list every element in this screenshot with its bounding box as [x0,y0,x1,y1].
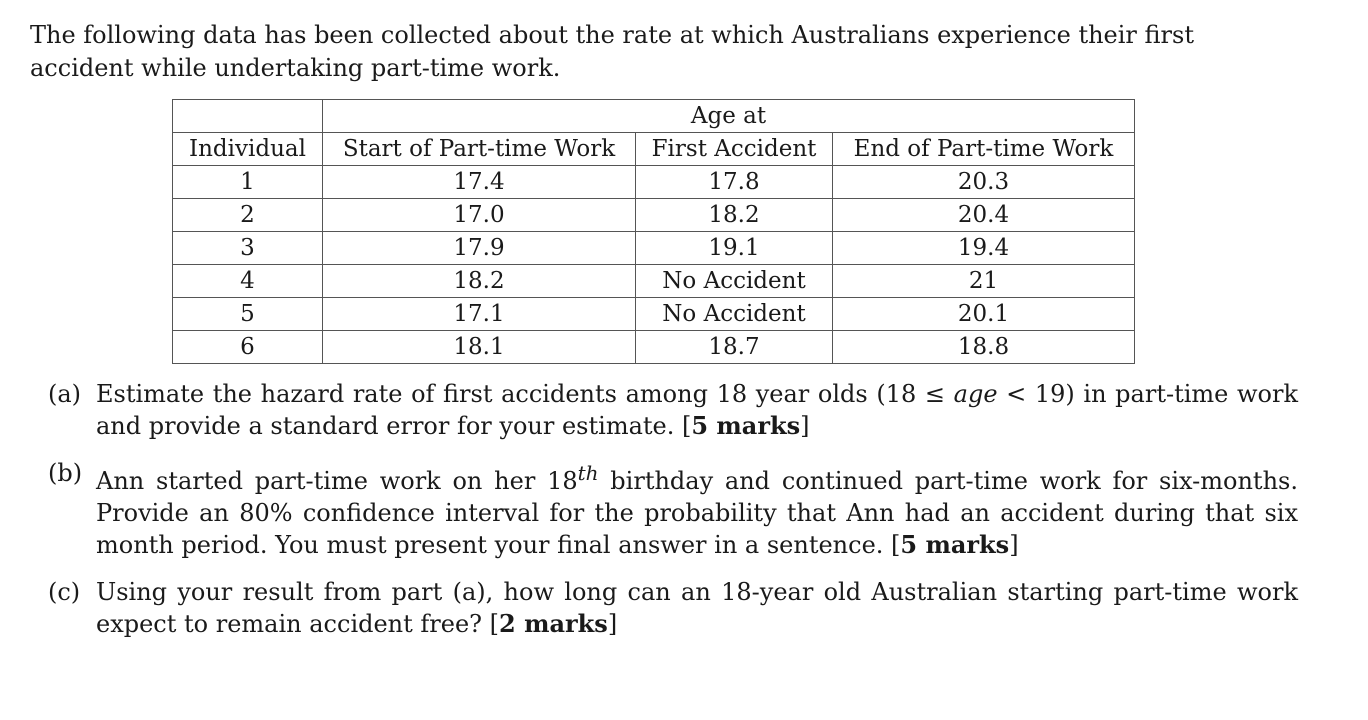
math-age: age [953,380,998,408]
table-cell: 20.1 [833,298,1135,331]
table-cell: 21 [833,265,1135,298]
table-cell: 17.8 [636,166,833,199]
question-c-text-part: Using your result from part (a), how long can an 18-year old Australian starting part-time work expect to remain accident free? [ [96,578,1298,638]
table-group-header-row [173,100,1135,133]
question-b-label: (b) [48,459,83,487]
table-row [173,199,1135,232]
table-cell: 18.2 [323,265,636,298]
question-a-text-part: < 19) in part-time work and provide a standard error for your estimate. [ [96,380,1299,440]
question-b-text-part: birthday and continued part-time work for six-months. Provide an 80% confidence interval for the probability that Ann had an accident during that six month period. You must present your final answer in a sentence. [ [96,467,1298,559]
question-b-marks: 5 marks [900,530,1010,559]
table-row [173,265,1135,298]
table-row [173,166,1135,199]
question-list [48,378,1298,655]
table-row [173,298,1135,331]
table-row [173,331,1135,364]
question-c-text [96,576,1298,640]
question-a [48,378,1298,442]
table-cell: 19.1 [636,232,833,265]
question-a-marks: 5 marks [691,411,801,440]
question-c-marks: 2 marks [499,609,608,638]
ordinal-superscript: th [577,461,599,485]
table-header-row [173,133,1135,166]
question-c-bracket: ] [607,610,618,638]
question-b-text [96,457,1298,561]
table-cell: 18.7 [636,331,833,364]
table-header-individual: Individual [173,133,323,166]
question-b [48,457,1298,561]
table-cell: 17.9 [323,232,636,265]
question-a-bracket: ] [800,412,810,440]
question-a-text [96,378,1298,442]
table-cell: 1 [173,166,323,199]
table-cell: 20.3 [833,166,1135,199]
table-header-empty-cell [173,100,323,133]
table-cell: 5 [173,298,323,331]
table-cell: 2 [173,199,323,232]
table-cell: 17.0 [323,199,636,232]
table-cell: 4 [173,265,323,298]
table-cell: 17.1 [323,298,636,331]
table-cell: 6 [173,331,323,364]
intro-paragraph: The following data has been collected about the rate at which Australians experience their first accident while undertaking part-time work. [30,21,1194,82]
table-cell: 17.4 [323,166,636,199]
question-b-bracket: ] [1009,531,1019,559]
table-group-header: Age at [323,100,1135,133]
table-cell: 18.2 [636,199,833,232]
question-a-label: (a) [48,380,82,408]
question-b-text-part: Ann started part-time work on her 18 [96,467,578,495]
table-cell: 3 [173,232,323,265]
table-cell: 20.4 [833,199,1135,232]
table-cell: 19.4 [833,232,1135,265]
question-a-text-part: Estimate the hazard rate of first accidents among 18 year olds (18 ≤ [96,380,954,408]
table-header-end: End of Part-time Work [833,133,1135,166]
question-c-label: (c) [48,578,81,606]
table-cell: No Accident [636,265,833,298]
question-c [48,576,1298,640]
table-header-start: Start of Part-time Work [323,133,636,166]
table-cell: 18.8 [833,331,1135,364]
table-cell: No Accident [636,298,833,331]
accident-data-table [172,99,1135,364]
table-header-first-accident: First Accident [636,133,833,166]
table-row [173,232,1135,265]
table-cell: 18.1 [323,331,636,364]
